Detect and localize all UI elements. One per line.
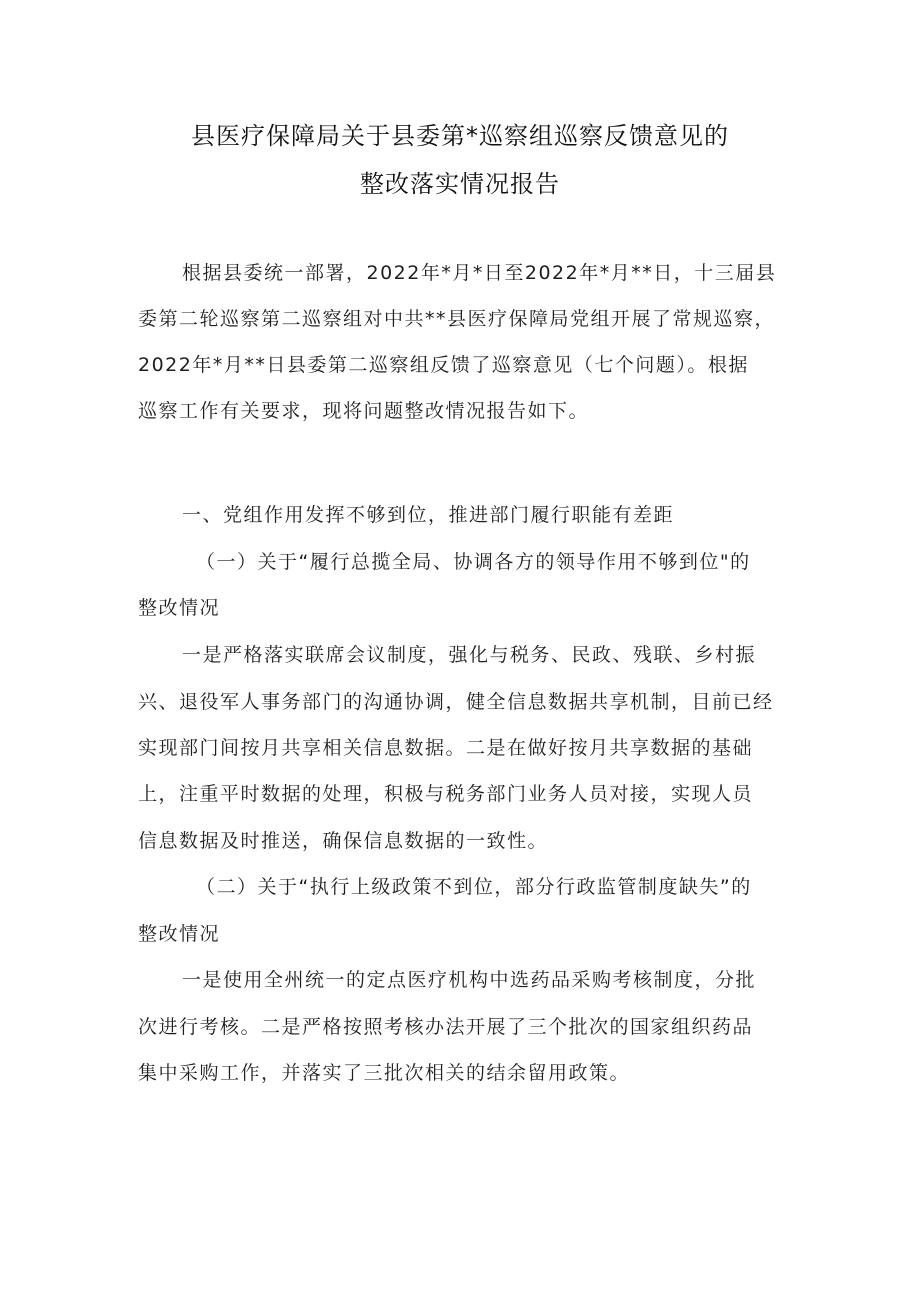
subsection-heading: （二）关于“执行上级政策不到位，部分行政监管制度缺失”的 bbox=[196, 876, 752, 898]
paragraph-line: 2022年*月**日县委第二巡察组反馈了巡察意见（七个问题）。根据 bbox=[138, 354, 749, 376]
paragraph-line: 实现部门间按月共享相关信息数据。二是在做好按月共享数据的基础 bbox=[138, 737, 754, 759]
document-title-line-1: 县医疗保障局关于县委第*巡察组巡察反馈意见的 bbox=[191, 122, 729, 150]
paragraph-line: 根据县委统一部署，2022年*月*日至2022年*月**日，十三届县 bbox=[182, 262, 777, 284]
section-heading: 一、党组作用发挥不够到位，推进部门履行职能有差距 bbox=[182, 504, 675, 526]
paragraph-line: 委第二轮巡察第二巡察组对中共**县医疗保障局党组开展了常规巡察， bbox=[138, 308, 776, 330]
paragraph-line: 兴、退役军人事务部门的沟通协调，健全信息数据共享机制，目前已经 bbox=[138, 691, 774, 713]
subsection-heading-cont: 整改情况 bbox=[138, 597, 221, 619]
paragraph-line: 一是严格落实联席会议制度，强化与税务、民政、残联、乡村振 bbox=[182, 644, 757, 666]
paragraph-line: 一是使用全州统一的定点医疗机构中选药品采购考核制度，分批 bbox=[182, 969, 757, 991]
document-title-line-2: 整改落实情况报告 bbox=[360, 170, 560, 198]
subsection-heading: （一）关于“履行总揽全局、协调各方的领导作用不够到位"的 bbox=[196, 551, 751, 573]
paragraph-line: 信息数据及时推送，确保信息数据的一致性。 bbox=[138, 830, 549, 852]
paragraph-line: 上，注重平时数据的处理，积极与税务部门业务人员对接，实现人员 bbox=[138, 783, 754, 805]
subsection-heading-cont: 整改情况 bbox=[138, 923, 221, 945]
paragraph-line: 巡察工作有关要求，现将问题整改情况报告如下。 bbox=[138, 400, 590, 422]
paragraph-line: 次进行考核。二是严格按照考核办法开展了三个批次的国家组织药品 bbox=[138, 1016, 754, 1038]
paragraph-line: 集中采购工作，并落实了三批次相关的结余留用政策。 bbox=[138, 1062, 631, 1084]
